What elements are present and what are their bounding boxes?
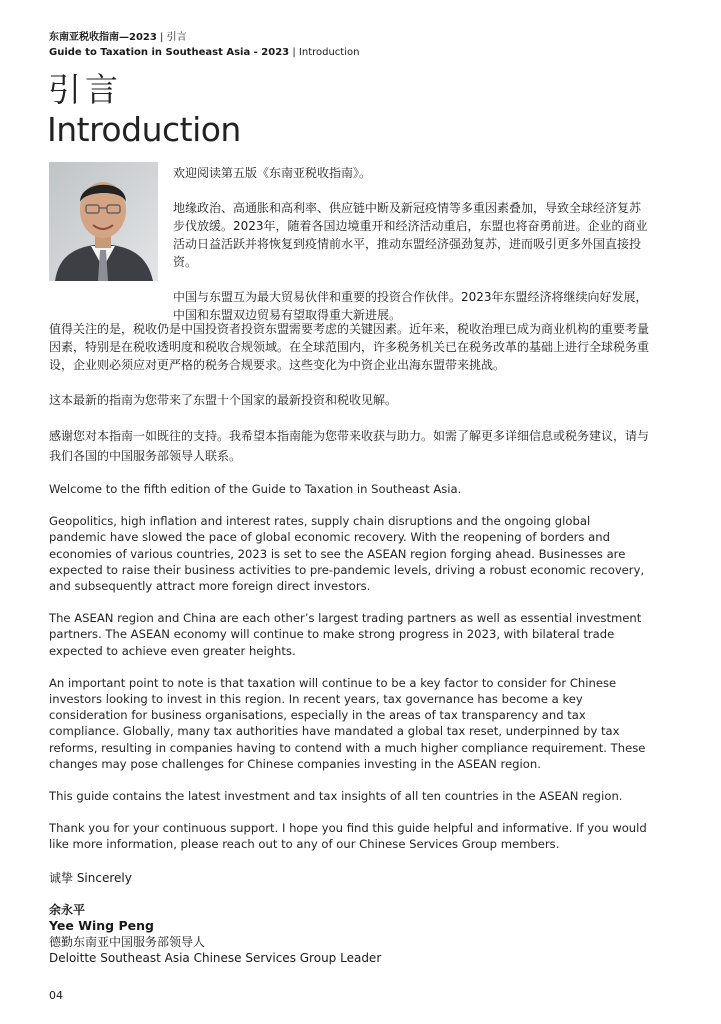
- en-paragraph: Welcome to the fifth edition of the Guide to Taxation in Southeast Asia.: [49, 482, 462, 496]
- cn-paragraph: 欢迎阅读第五版《东南亚税收指南》。: [173, 166, 372, 180]
- cn-paragraph: 地缘政治、高通胀和高利率、供应链中断及新冠疫情等多重因素叠加，导致全球经济复苏步伐放缓。2023年，随着各国边境重开和经济活动重启，东盟也将奋勇前进。企业的商业活动日益活跃并将恢复到疫情前水平，推动东盟经济强劲复苏，进而吸引更多外国直接投资。: [173, 201, 648, 269]
- cn-paragraph: 中国与东盟互为最大贸易伙伴和重要的投资合作伙伴。2023年东盟经济将继续向好发展，中国和东盟双边贸易有望取得重大新进展。: [173, 290, 648, 322]
- signature-block: [49, 902, 381, 966]
- header-separator-en: |: [292, 47, 296, 58]
- en-paragraph: The ASEAN region and China are each other’s largest trading partners as well as essential investment partners. The ASEAN economy will continue to make strong progress in 2023, with bilateral trade expected to achieve even greater heights.: [49, 611, 642, 658]
- signer-title-en: Deloitte Southeast Asia Chinese Services Group Leader: [49, 951, 382, 965]
- running-header-en: [49, 45, 359, 60]
- header-cn-section: 引言: [166, 32, 187, 43]
- intro-en: [49, 481, 649, 853]
- header-cn-title: 东南亚税收指南—2023: [49, 32, 157, 43]
- intro-cn-full: [49, 320, 649, 466]
- intro-cn-top: [173, 164, 648, 324]
- page-title-cn: 引言: [48, 70, 122, 109]
- signer-name-cn: 余永平: [49, 903, 86, 917]
- signer-title-cn: 德勤东南亚中国服务部领导人: [49, 935, 206, 949]
- header-en-title: Guide to Taxation in Southeast Asia - 2023: [49, 47, 290, 58]
- closing-salutation: 诚挚 Sincerely: [49, 871, 132, 885]
- running-header: [49, 30, 359, 60]
- portrait-photo: [49, 162, 158, 281]
- en-paragraph: An important point to note is that taxation will continue to be a key factor to consider for Chinese investors looking to invest in this region. In recent years, tax governance has become a key consideration for business organisations, especially in the areas of tax transparency and tax compliance. Globally, many tax authorities have mandated a global tax reset, underpinned by tax reforms, resulting in companies having to contend with a much higher compliance requirement. These changes may pose challenges for Chinese companies investing in the ASEAN region.: [49, 675, 646, 771]
- cn-paragraph: 这本最新的指南为您带来了东盟十个国家的最新投资和税收见解。: [49, 393, 398, 407]
- en-paragraph: Geopolitics, high inflation and interest rates, supply chain disruptions and the ongoing global pandemic have slowed the pace of global economic recovery. With the reopening of borders and economies of various countries, 2023 is set to see the ASEAN region forging ahead. Businesses are expected to raise their business activities to pre-pandemic levels, driving a robust economic recovery, and subsequently attract more foreign direct investors.: [49, 514, 645, 594]
- portrait-illustration: [49, 162, 158, 281]
- header-en-section: Introduction: [298, 47, 360, 58]
- signer-name-en: Yee Wing Peng: [49, 918, 154, 933]
- cn-paragraph: 感谢您对本指南一如既往的支持。我希望本指南能为您带来收获与助力。如需了解更多详细信息或税务建议，请与我们各国的中国服务部领导人联系。: [49, 429, 650, 463]
- page-title-en: Introduction: [47, 110, 241, 149]
- running-header-cn: [49, 30, 359, 45]
- en-paragraph: This guide contains the latest investment and tax insights of all ten countries in the ASEAN region.: [49, 789, 623, 804]
- cn-paragraph: 值得关注的是，税收仍是中国投资者投资东盟需要考虑的关键因素。近年来，税收治理已成为商业机构的重要考量因素，特别是在税收透明度和税收合规领域。在全球范围内，许多税务机关已在税务改革的基础上进行全球税务重设，企业则必须应对更严格的税务合规要求。这些变化为中资企业出海东盟带来挑战。: [49, 322, 650, 372]
- page-number: 04: [49, 989, 63, 1002]
- header-separator: |: [160, 32, 164, 43]
- en-paragraph: Thank you for your continuous support. I hope you find this guide helpful and informative. If you would like more information, please reach out to any of our Chinese Services Group members.: [49, 821, 647, 852]
